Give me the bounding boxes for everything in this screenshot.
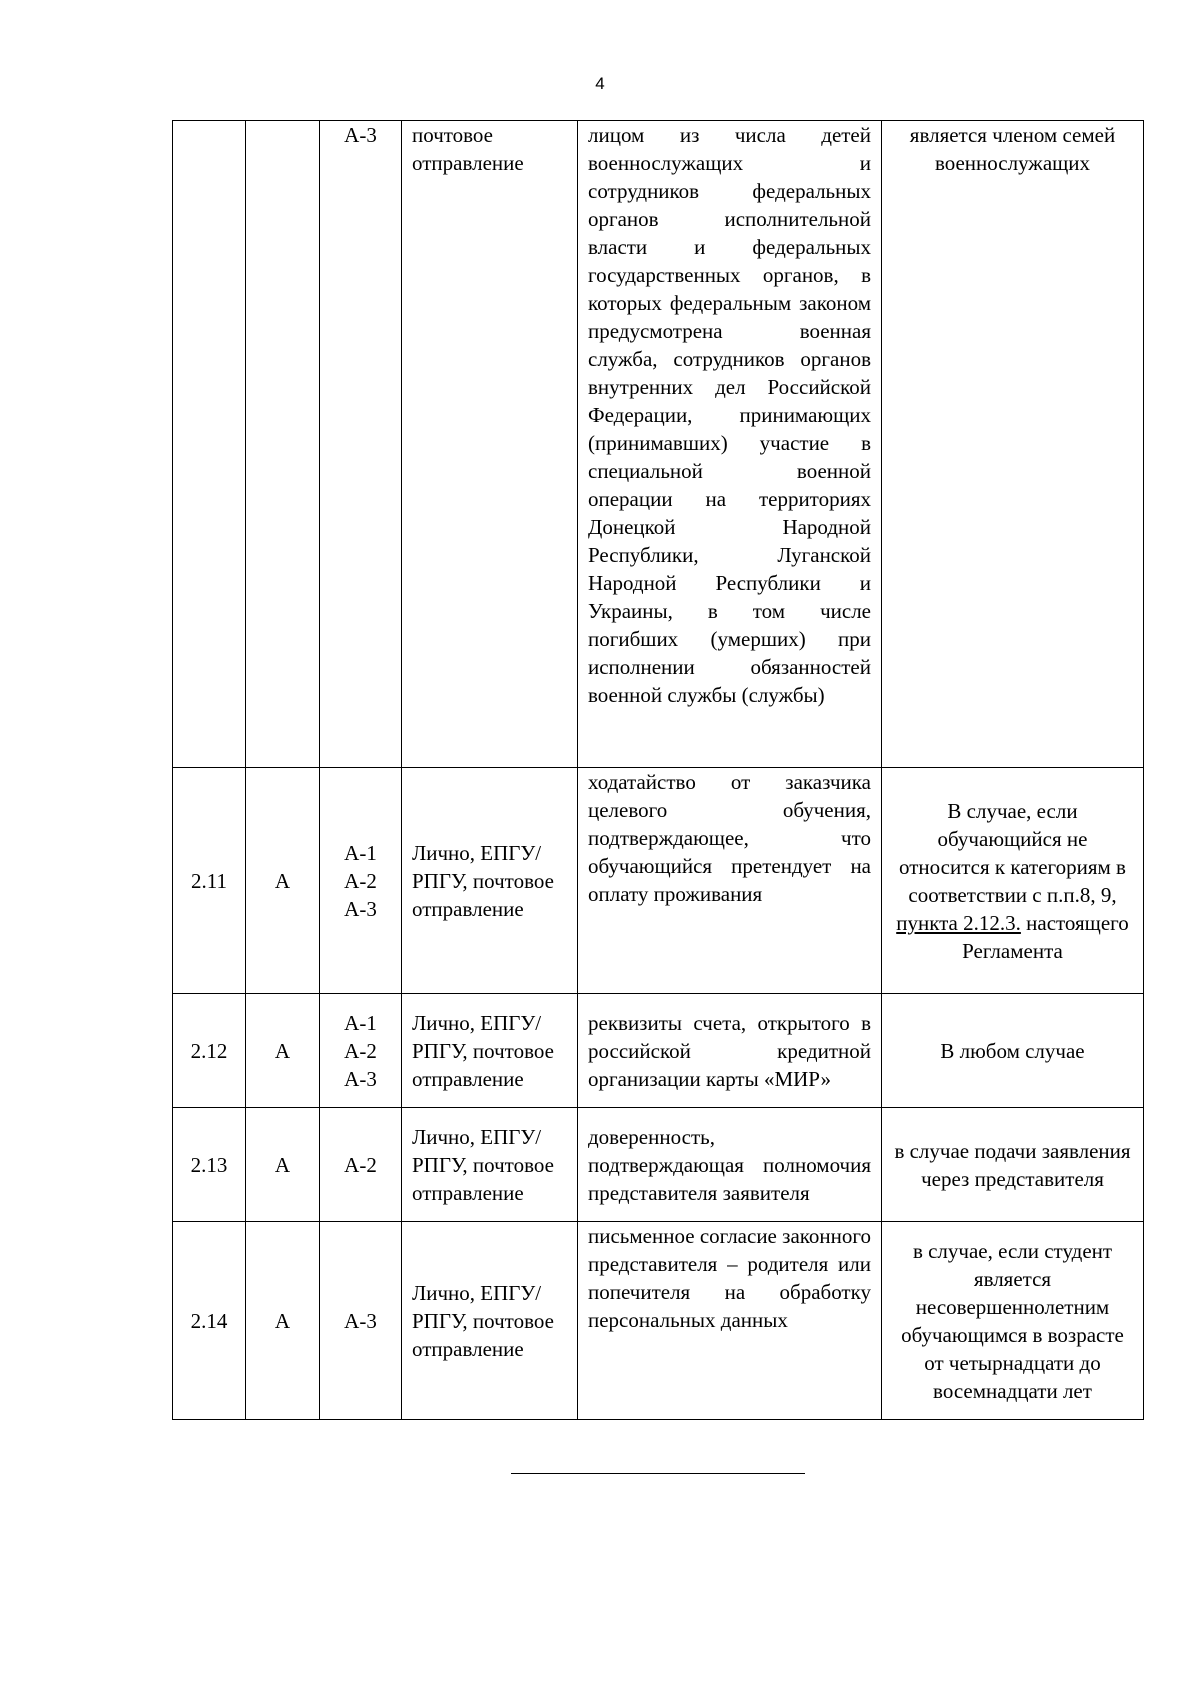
condition-text: настоящего Регламента <box>962 910 1129 963</box>
row-number-cell: 2.13 <box>173 1108 246 1222</box>
footer-divider <box>511 1473 805 1474</box>
regulation-link[interactable]: пункта 2.12.3. <box>896 910 1021 935</box>
row-document-cell: письменное согласие законного представителя – родителя или попечителя на обработку персональных данных <box>578 1222 882 1420</box>
page-number: 4 <box>595 74 605 93</box>
applicant-code: А-2 <box>344 1038 377 1063</box>
row-category-cell <box>246 121 320 768</box>
table-row <box>173 994 1144 1108</box>
applicant-code: А-3 <box>344 1308 377 1333</box>
applicant-code: А-3 <box>344 123 377 147</box>
row-method-cell: Лично, ЕПГУ/РПГУ, почтовое отправление <box>402 1222 578 1420</box>
applicant-code: А-3 <box>344 1066 377 1091</box>
documents-table <box>172 120 1144 1420</box>
table-row <box>173 1108 1144 1222</box>
table-row <box>173 121 1144 768</box>
row-document-cell: ходатайство от заказчика целевого обучения, подтверждающее, что обучающийся претендует на оплату проживания <box>578 768 882 994</box>
row-method-cell: Лично, ЕПГУ/РПГУ, почтовое отправление <box>402 994 578 1108</box>
row-condition-cell: В любом случае <box>882 994 1144 1108</box>
row-document-cell: доверенность, подтверждающая полномочия представителя заявителя <box>578 1108 882 1222</box>
table-row <box>173 1222 1144 1420</box>
applicant-code: А-2 <box>344 1152 377 1177</box>
row-codes-cell <box>320 768 402 994</box>
table-row <box>173 768 1144 994</box>
row-number-cell: 2.14 <box>173 1222 246 1420</box>
row-category-cell: А <box>246 1108 320 1222</box>
row-method-cell: Лично, ЕПГУ/РПГУ, почтовое отправление <box>402 1108 578 1222</box>
row-condition-cell: в случае подачи заявления через представителя <box>882 1108 1144 1222</box>
condition-text: В случае, если обучающийся не относится к категориям в соответствии с п.п.8, 9, <box>899 798 1126 907</box>
row-category-cell: А <box>246 994 320 1108</box>
row-condition-cell: является членом семей военнослужащих <box>882 121 1144 768</box>
row-codes-cell <box>320 1108 402 1222</box>
applicant-code: А-1 <box>344 1010 377 1035</box>
row-codes-cell <box>320 994 402 1108</box>
row-codes-cell <box>320 1222 402 1420</box>
row-codes-cell <box>320 121 402 768</box>
applicant-code: А-1 <box>344 840 377 865</box>
row-condition-cell <box>882 768 1144 994</box>
row-document-cell: реквизиты счета, открытого в российской кредитной организации карты «МИР» <box>578 994 882 1108</box>
applicant-code: А-3 <box>344 896 377 921</box>
row-category-cell: А <box>246 1222 320 1420</box>
row-number-cell: 2.12 <box>173 994 246 1108</box>
row-number-cell <box>173 121 246 768</box>
row-method-cell: почтовое отправление <box>402 121 578 768</box>
row-method-cell: Лично, ЕПГУ/РПГУ, почтовое отправление <box>402 768 578 994</box>
applicant-code: А-2 <box>344 868 377 893</box>
row-category-cell: А <box>246 768 320 994</box>
row-number-cell: 2.11 <box>173 768 246 994</box>
row-document-cell: лицом из числа детей военнослужащих и сотрудников федеральных органов исполнительной власти и федеральных государственных органов, в которых федеральным законом предусмотрена военная служба, сотрудников органов внутренних дел Российской Федерации, принимающих (принимавших) участие в специальной военной операции на территориях Донецкой Народной Республики, Луганской Народной Республики и Украины, в том числе погибших (умерших) при исполнении обязанностей военной службы (службы) <box>578 121 882 768</box>
row-condition-cell: в случае, если студент является несовершеннолетним обучающимся в возрасте от четырнадцати до восемнадцати лет <box>882 1222 1144 1420</box>
